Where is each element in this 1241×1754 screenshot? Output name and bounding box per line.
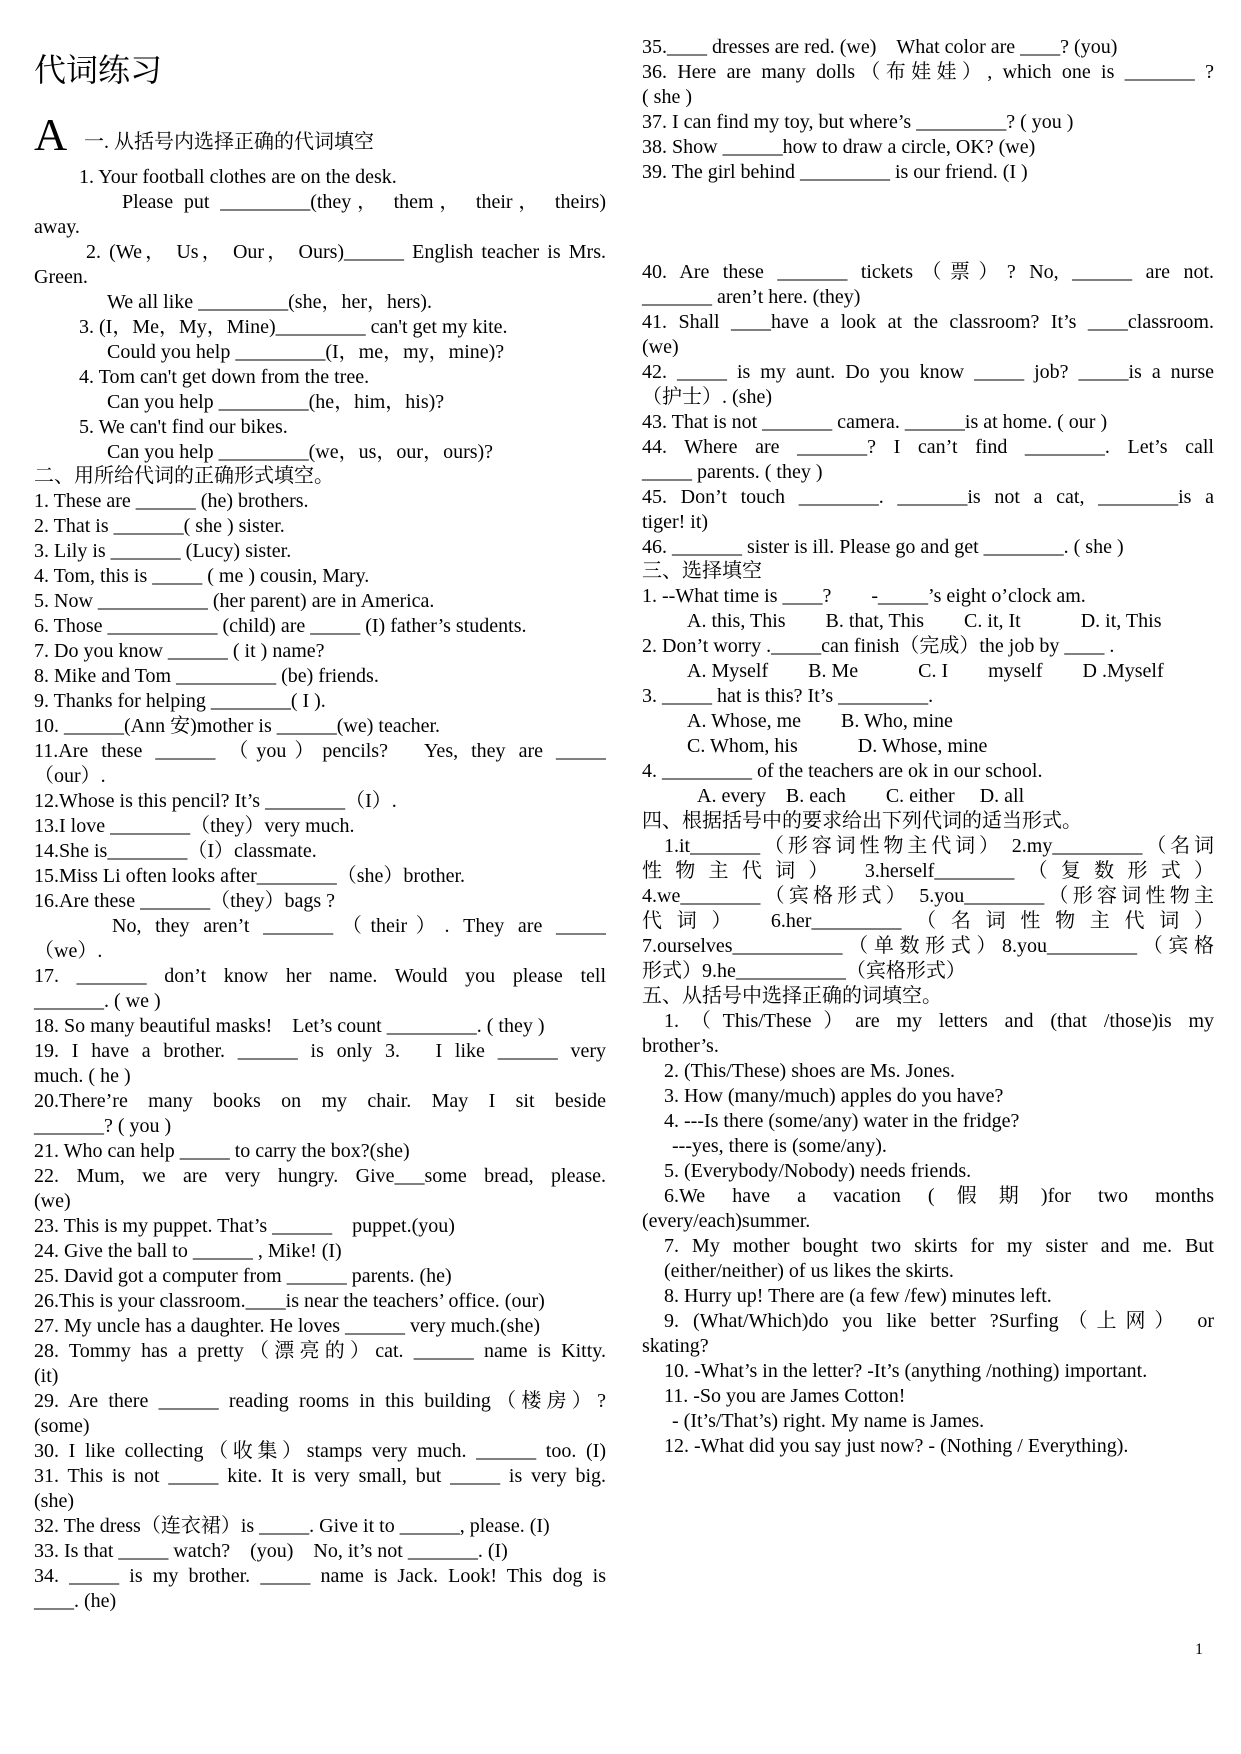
exercise-line: A. this, This B. that, This C. it, It D. it, This [687, 610, 1162, 632]
exercise-line: We all like _________(she，her，hers). [107, 291, 432, 313]
exercise-line: 四、根据括号中的要求给出下列代词的适当形式。 [642, 810, 1082, 832]
exercise-line: 19. I have a brother. ______ is only 3. I like ______ very [34, 1040, 606, 1062]
exercise-line: 15.Miss Li often looks after________（she）brother. [34, 865, 466, 887]
exercise-line: 43. That is not _______ camera. ______is at home. ( our ) [642, 411, 1108, 433]
exercise-line: Could you help _________(I，me，my，mine)? [107, 341, 505, 363]
exercise-line: 五、从括号中选择正确的词填空。 [642, 985, 942, 1007]
page-title: 代词练习 [34, 52, 163, 88]
exercise-line: 11. -So you are James Cotton! [664, 1385, 906, 1407]
exercise-line: 2. That is _______( she ) sister. [34, 515, 285, 537]
exercise-line: (she) [34, 1490, 74, 1512]
exercise-line: （we）. [34, 940, 103, 962]
exercise-line: 5. Now ___________ (her parent) are in America. [34, 590, 435, 612]
exercise-line: 22. Mum, we are very hungry. Give___some bread, please. [34, 1165, 606, 1187]
exercise-line: 30. I like collecting（收集）stamps very much. ______ too. (I) [34, 1440, 606, 1462]
exercise-line: 4. ---Is there (some/any) water in the fridge? [664, 1110, 1020, 1132]
exercise-line: 2. (This/These) shoes are Ms. Jones. [664, 1060, 956, 1082]
exercise-line: _______ aren’t here. (they) [642, 286, 861, 308]
exercise-line: _____ parents. ( they ) [642, 461, 823, 483]
exercise-line: A. Whose, me B. Who, mine [687, 710, 953, 732]
exercise-line: 31. This is not _____ kite. It is very small, but _____ is very big. [34, 1465, 606, 1487]
exercise-line: 7.ourselves___________（单数形式）8.you_________（宾格 [642, 935, 1214, 957]
exercise-line: 形式）9.he___________（宾格形式） [642, 960, 966, 982]
exercise-line: 6.We have a vacation (假期)for two months [664, 1185, 1214, 1207]
exercise-line: 34. _____ is my brother. _____ name is Jack. Look! This dog is [34, 1565, 606, 1587]
exercise-line: _______? ( you ) [34, 1115, 172, 1137]
exercise-line: 4. _________ of the teachers are ok in our school. [642, 760, 1043, 782]
exercise-line: tiger! it) [642, 511, 709, 533]
exercise-line: 14.She is________（I）classmate. [34, 840, 317, 862]
exercise-line: 23. This is my puppet. That’s ______ puppet.(you) [34, 1215, 455, 1237]
exercise-line: 6. Those ___________ (child) are _____ (I) father’s students. [34, 615, 527, 637]
exercise-line: 41. Shall ____have a look at the classroom? It’s ____classroom. [642, 311, 1214, 333]
exercise-line: skating? [642, 1335, 709, 1357]
exercise-line: 13.I love ________（they）very much. [34, 815, 355, 837]
exercise-line: (we) [34, 1190, 71, 1212]
exercise-line: 1.（This/These）are my letters and (that /those)is my [664, 1010, 1214, 1032]
exercise-line: 12. -What did you say just now? - (Nothing / Everything). [664, 1435, 1129, 1457]
exercise-line: 39. The girl behind _________ is our friend. (I ) [642, 161, 1028, 183]
exercise-line: 二、用所给代词的正确形式填空。 [34, 465, 334, 487]
exercise-line: 9. (What/Which)do you like better ?Surfing（上网） or [664, 1310, 1214, 1332]
exercise-line: 7. My mother bought two skirts for my sister and me. But [664, 1235, 1214, 1257]
exercise-line: 4. Tom can't get down from the tree. [79, 366, 370, 388]
exercise-line: 44. Where are _______? I can’t find ________. Let’s call [642, 436, 1214, 458]
exercise-line: Can you help _________(he，him，his)? [107, 391, 445, 413]
exercise-line: 27. My uncle has a daughter. He loves ______ very much.(she) [34, 1315, 540, 1337]
exercise-line: 10. -What’s in the letter? -It’s (anything /nothing) important. [664, 1360, 1148, 1382]
exercise-line: 40. Are these _______ tickets（票）? No, ______ are not. [642, 261, 1214, 283]
exercise-line: away. [34, 216, 80, 238]
exercise-line: 8. Mike and Tom __________ (be) friends. [34, 665, 379, 687]
exercise-line: Can you help _________(we，us，our，ours)? [107, 441, 494, 463]
section-letter: A [34, 109, 68, 160]
exercise-line: 2. (We， Us， Our， Ours)______ English teacher is Mrs. [86, 241, 606, 263]
exercise-line: 29. Are there ______ reading rooms in this building（楼房）? [34, 1390, 606, 1412]
exercise-line: (every/each)summer. [642, 1210, 811, 1232]
exercise-line: ---yes, there is (some/any). [672, 1135, 887, 1157]
exercise-line: 26.This is your classroom.____is near the teachers’ office. (our) [34, 1290, 545, 1312]
exercise-line: _______. ( we ) [34, 990, 161, 1012]
exercise-line: 3. Lily is _______ (Lucy) sister. [34, 540, 292, 562]
exercise-line: 16.Are these _______（they）bags ? [34, 890, 336, 912]
exercise-line: 3. _____ hat is this? It’s _________. [642, 685, 934, 707]
exercise-line: (either/neither) of us likes the skirts. [664, 1260, 954, 1282]
exercise-line: 32. The dress（连衣裙）is _____. Give it to ______, please. (I) [34, 1515, 550, 1537]
exercise-line: Green. [34, 266, 88, 288]
exercise-line: 38. Show ______how to draw a circle, OK? (we) [642, 136, 1036, 158]
exercise-line: 1. These are ______ (he) brothers. [34, 490, 309, 512]
exercise-line: 三、选择填空 [642, 560, 762, 582]
exercise-line: 7. Do you know ______ ( it ) name? [34, 640, 325, 662]
exercise-line: 11.Are these ______ （you）pencils? Yes, they are _____ [34, 740, 606, 762]
exercise-line: 42. _____ is my aunt. Do you know _____ job? _____is a nurse [642, 361, 1214, 383]
exercise-line: A. Myself B. Me C. I myself D .Myself [687, 660, 1164, 682]
page-number: 1 [1195, 1641, 1203, 1658]
exercise-line: 28. Tommy has a pretty（漂亮的）cat. ______ name is Kitty. [34, 1340, 606, 1362]
exercise-line: ( she ) [642, 86, 692, 108]
exercise-line: 18. So many beautiful masks! Let’s count _________. ( they ) [34, 1015, 545, 1037]
exercise-line: (it) [34, 1365, 59, 1387]
exercise-line: 性物主代词） 3.herself________（复数形式） [642, 860, 1214, 882]
exercise-line: Please put _________(they， them， their， theirs) [122, 191, 606, 213]
exercise-line: 3. (I，Me，My，Mine)_________ can't get my kite. [79, 316, 508, 338]
exercise-line: 17. _______ don’t know her name. Would you please tell [34, 965, 606, 987]
exercise-line: 46. _______ sister is ill. Please go and get ________. ( she ) [642, 536, 1124, 558]
exercise-line: 1. --What time is ____? -_____’s eight o’clock am. [642, 585, 1086, 607]
exercise-line: No, they aren’t _______（their）. They are _____ [112, 915, 606, 937]
exercise-line: 2. Don’t worry ._____can finish（完成）the job by ____ . [642, 635, 1115, 657]
exercise-line: 35.____ dresses are red. (we) What color are ____? (you) [642, 36, 1118, 58]
exercise-line: 4. Tom, this is _____ ( me ) cousin, Mary. [34, 565, 370, 587]
exercise-line: brother’s. [642, 1035, 719, 1057]
exercise-line: 36. Here are many dolls（布娃娃）, which one is _______ ? [642, 61, 1214, 83]
exercise-line: much. ( he ) [34, 1065, 131, 1087]
exercise-line: ____. (he) [34, 1590, 117, 1612]
exercise-line: 3. How (many/much) apples do you have? [664, 1085, 1004, 1107]
exercise-line: 9. Thanks for helping ________( I ). [34, 690, 326, 712]
exercise-line: 代词） 6.her_________（名词性物主代词） [642, 910, 1214, 932]
exercise-line: (we) [642, 336, 679, 358]
exercise-line: 5. (Everybody/Nobody) needs friends. [664, 1160, 972, 1182]
exercise-line: 21. Who can help _____ to carry the box?(she) [34, 1140, 410, 1162]
exercise-line: 4.we________（宾格形式） 5.you________（形容词性物主 [642, 885, 1214, 907]
exercise-line: 24. Give the ball to ______ , Mike! (I) [34, 1240, 342, 1262]
exercise-line: 1.it_______（形容词性物主代词） 2.my_________（名词 [664, 835, 1214, 857]
exercise-line: 25. David got a computer from ______ parents. (he) [34, 1265, 452, 1287]
exercise-line: 37. I can find my toy, but where’s _________? ( you ) [642, 111, 1074, 133]
exercise-line: 1. Your football clothes are on the desk. [79, 166, 397, 188]
exercise-line: 8. Hurry up! There are (a few /few) minutes left. [664, 1285, 1052, 1307]
exercise-line: (some) [34, 1415, 90, 1437]
exercise-line: 20.There’re many books on my chair. May I sit beside [34, 1090, 606, 1112]
exercise-line: C. Whom, his D. Whose, mine [687, 735, 988, 757]
exercise-line: （our）. [34, 765, 106, 787]
exercise-line: 10. ______(Ann 安)mother is ______(we) teacher. [34, 715, 441, 737]
exercise-line: 5. We can't find our bikes. [79, 416, 288, 438]
exercise-line: 12.Whose is this pencil? It’s ________（I）. [34, 790, 397, 812]
exercise-line: 一. 从括号内选择正确的代词填空 [84, 131, 374, 153]
exercise-line: 45. Don’t touch ________. _______is not a cat, ________is a [642, 486, 1214, 508]
exercise-line: 33. Is that _____ watch? (you) No, it’s not _______. (I) [34, 1540, 508, 1562]
exercise-line: A. every B. each C. either D. all [697, 785, 1025, 807]
exercise-line: （护士）. (she) [642, 386, 772, 408]
exercise-line: - (It’s/That’s) right. My name is James. [672, 1410, 985, 1432]
